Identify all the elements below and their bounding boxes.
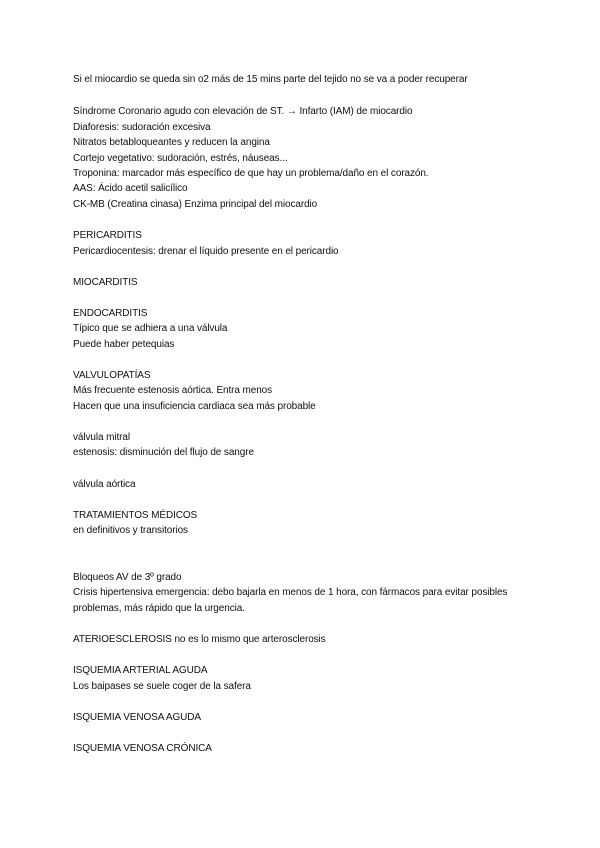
isquemia-venosa-aguda-heading: ISQUEMIA VENOSA AGUDA <box>73 712 201 723</box>
isquemia-arterial-heading: ISQUEMIA ARTERIAL AGUDA <box>73 665 208 676</box>
intro-text: Si el miocardio se queda sin o2 más de 15 mins parte del tejido no se va a poder recuperar <box>73 74 468 85</box>
cortejo-line: Cortejo vegetativo: sudoración, estrés, náuseas... <box>73 153 288 164</box>
pericardiocentesis-line: Pericardiocentesis: drenar el líquido presente en el pericardio <box>73 246 339 257</box>
endocarditis-line-1: Típico que se adhiera a una válvula <box>73 323 228 334</box>
ateriosclerosis-line: ATERIOESCLEROSIS no es lo mismo que arterosclerosis <box>73 634 326 645</box>
pericarditis-heading: PERICARDITIS <box>73 230 142 241</box>
endocarditis-heading: ENDOCARDITIS <box>73 308 148 319</box>
aortica-heading: válvula aórtica <box>73 479 136 490</box>
valvulopatias-line-1: Más frecuente estenosis aórtica. Entra menos <box>73 385 273 396</box>
troponina-line: Troponina: marcador más específico de que hay un problema/daño en el corazón. <box>73 168 429 179</box>
ckmb-line: CK-MB (Creatina cinasa) Enzima principal del miocardio <box>73 199 318 210</box>
diaforesis-line: Diaforesis: sudoración excesiva <box>73 122 211 133</box>
tratamientos-line-1: en definitivos y transitorios <box>73 525 188 536</box>
valvulopatias-heading: VALVULOPATÍAS <box>73 370 151 381</box>
crisis-paragraph: Crisis hipertensiva emergencia: debo bajarla en menos de 1 hora, con fármacos para evitar posibles problemas, más rápido que la urgencia. <box>73 587 508 614</box>
sca-line: Síndrome Coronario agudo con elevación de ST. → Infarto (IAM) de miocardio <box>73 106 413 117</box>
nitratos-line: Nitratos betabloqueantes y reducen la angina <box>73 137 270 148</box>
mitral-line-1: estenosis: disminución del flujo de sangre <box>73 447 254 458</box>
isquemia-venosa-cronica-heading: ISQUEMIA VENOSA CRÓNICA <box>73 743 212 754</box>
aas-line: AAS: Ácido acetil salicílico <box>73 183 188 194</box>
isquemia-arterial-line-1: Los baipases se suele coger de la safera <box>73 681 251 692</box>
miocarditis-heading: MIOCARDITIS <box>73 277 138 288</box>
endocarditis-line-2: Puede haber petequias <box>73 339 175 350</box>
bloqueos-line: Bloqueos AV de 3º grado <box>73 572 182 583</box>
tratamientos-heading: TRATAMIENTOS MÉDICOS <box>73 510 198 521</box>
valvulopatias-line-2: Hacen que una insuficiencia cardiaca sea más probable <box>73 401 316 412</box>
mitral-heading: válvula mitral <box>73 432 130 443</box>
